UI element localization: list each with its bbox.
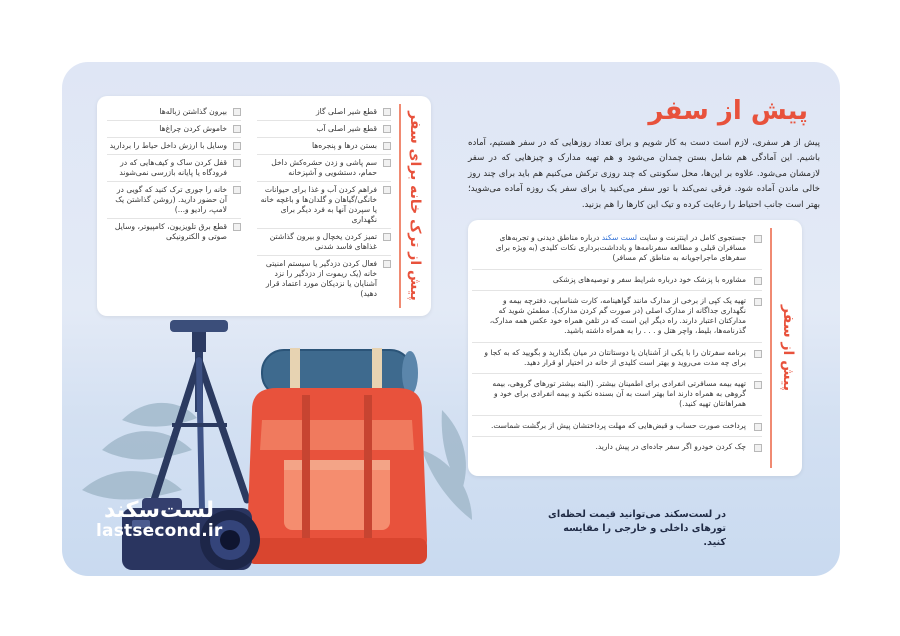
backpack-icon [247,388,427,564]
list-item: وسایل با ارزش داخل حیاط را بردارید [107,138,241,155]
home-panel-title: پیش از ترک خانه برای سفر [407,111,424,301]
trip-panel-title: پیش از سفر [780,305,797,391]
list-item: قفل کردن ساک و کیف‌هایی که در فرودگاه یا پایانه بازرسی نمی‌شوند [107,155,241,182]
list-item: خاموش کردن چراغ‌ها [107,121,241,138]
checkbox[interactable] [383,125,391,133]
list-item: قطع شیر اصلی آب [257,121,391,138]
list-item: فعال کردن دزدگیر یا سیستم امنیتی خانه (یک ریموت از دزدگیر را نزد آشنایان یا نزدیکان مورد اعتماد قرار دهید) [257,256,391,302]
list-item: قطع برق تلویزیون، کامپیوتر، وسایل صوتی و الکترونیکی [107,219,241,245]
checkbox[interactable] [754,277,762,285]
checkbox[interactable] [754,381,762,389]
brand-logo[interactable] [96,498,223,541]
checkbox[interactable] [754,235,762,243]
trip-checklist [472,228,762,457]
home-checklist-col-left [107,104,241,245]
checkbox[interactable] [754,444,762,452]
checkbox[interactable] [754,423,762,431]
list-item: تهیه بیمه مسافرتی انفرادی برای اطمینان بیشتر. (البته بیشتر تورهای گروهی، بیمه گروهی به همراه دارند اما بهتر است به آن بسنده نکنید و بیمه انفرادی برای خود و همراهانتان تهیه کنید.) [472,374,762,416]
checkbox[interactable] [233,108,241,116]
list-item: برنامه سفرتان را با یکی از آشنایان یا دوستانتان در میان بگذارید و بگویید که به کجا و برای چه مدت می‌روید و بهتر است کلیدی از خانه در اختیار او قرار دهید. [472,343,762,374]
list-item: فراهم کردن آب و غذا برای حیوانات خانگی‌/گیاهان و گلدان‌ها و باغچه خانه یا سپردن آنها به فرد دیگر برای نگهداری [257,182,391,229]
checkbox[interactable] [383,233,391,241]
intro-paragraph: پیش از هر سفری، لازم است دست به کار شویم و برای تعداد روزهایی که در سفر هستیم، آماده باشیم. این آمادگی هم شامل بستن چمدان می‌شود و هم تهیه مدارک و چیزهایی که در سفر لازمشان می‌شود. علاوه بر این‌ها، محل سکونتی که چند روزی ترکش می‌کنیم هم باید برای چند روز خالی ماندن آماده شود. فرقی نمی‌کند با تور سفر می‌کنید یا برای سفر یک روزه آماده می‌شوید؛ بهتر است جانب احتیاط را رعایت کرده و تیک این کارها را هم بزنید. [468,138,820,210]
list-item: مشاوره با پزشک خود درباره شرایط سفر و توصیه‌های پزشکی [472,270,762,291]
checkbox[interactable] [754,298,762,306]
lastsecond-link[interactable]: لست سکند [601,233,638,242]
list-item: چک کردن خودرو اگر سفر جاده‌ای در پیش دارید. [472,437,762,457]
checkbox[interactable] [383,108,391,116]
list-item: قطع شیر اصلی گاز [257,104,391,121]
checkbox[interactable] [233,186,241,194]
logo-text-fa: لست‌سکند [103,498,214,523]
list-item: جستجوی کامل در اینترنت و سایت لست سکند درباره مناطق دیدنی و تجربه‌های مسافران قبلی و مطالعه سفرنامه‌ها و یادداشت‌برداری نکات کلیدی (به ویژه برای سفرهای ماجراجویانه به مناطق کم مسافر) [472,228,762,270]
checkbox[interactable] [754,350,762,358]
page-title: پیش از سفر [648,96,808,126]
checkbox[interactable] [233,223,241,231]
checkbox[interactable] [233,159,241,167]
list-item: پرداخت صورت حساب و قبض‌هایی که مهلت پرداختشان پیش از برگشت شماست. [472,416,762,437]
list-item: تمیز کردن یخچال و بیرون گذاشتن غذاهای فاسد شدنی [257,229,391,256]
trip-checklist-panel [468,220,802,476]
list-item: سم پاشی و زدن حشره‌کش داخل حمام، دستشویی و آشپزخانه [257,155,391,182]
home-checklist-panel [97,96,431,316]
list-item: بیرون گذاشتن زباله‌ها [107,104,241,121]
promo-note: در لست‌سکند می‌توانید قیمت لحظه‌ای تورهای داخلی و خارجی را مقایسه کنید. [548,509,726,548]
checkbox[interactable] [383,260,391,268]
checkbox[interactable] [233,125,241,133]
checkbox[interactable] [383,186,391,194]
checkbox[interactable] [383,142,391,150]
list-item: خانه را جوری ترک کنید که گویی در آن حضور دارید. (روشن گذاشتن یک لامپ، رادیو و...) [107,182,241,219]
home-checklist-col-right [257,104,391,302]
logo-text-en: lastsecond.ir [96,521,223,541]
checkbox[interactable] [233,142,241,150]
panel-divider [770,228,772,468]
list-item: تهیه یک کپی از برخی از مدارک مانند گواهینامه، کارت شناسایی، دفترچه بیمه و نگهداری جداگانه از مدارک اصلی (در صورت گم کردن مدارک). مطمئن شوید که مدارکتان اعتبار دارند. راه دیگر این است که در تلفن همراه خود عکس همه مدارک، گذرنامه‌ها، بلیط، واچر هتل و . . . را به همراه داشته باشید. [472,291,762,343]
checkbox[interactable] [383,159,391,167]
list-item: بستن درها و پنجره‌ها [257,138,391,155]
